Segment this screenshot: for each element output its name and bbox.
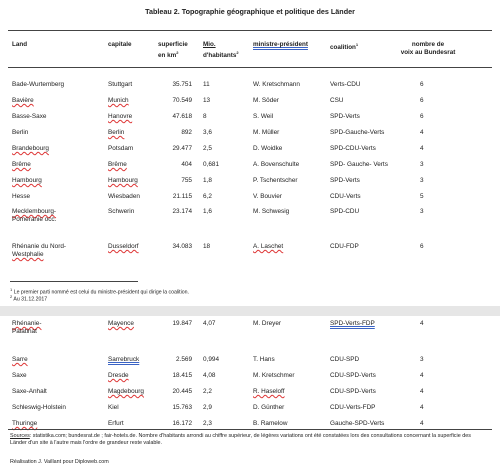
header-voix: nombre de voix au Bundesrat: [400, 41, 456, 56]
header-habitants: Mio. d'habitants$^2$: [203, 41, 239, 59]
cell-habitants: 2,5: [203, 145, 212, 152]
cell-ministre: D. Günther: [253, 404, 285, 411]
table-title: Tableau 2. Topographie géographique et politique des Länder: [145, 7, 355, 16]
cell-ministre: A. Bovenschulte: [253, 161, 300, 168]
cell-capitale: Potsdam: [108, 145, 134, 152]
cell-superficie: 2.569: [176, 356, 192, 363]
header-superficie: superficie en $km^2$: [158, 41, 188, 59]
cell-voix: 4: [420, 388, 424, 395]
cell-capitale: Hambourg: [108, 177, 138, 184]
cell-land: Saxe-Anhalt: [12, 388, 47, 395]
cell-ministre: A. Laschet: [253, 243, 284, 250]
cell-habitants: 2,2: [203, 388, 212, 395]
cell-voix: 3: [420, 177, 424, 184]
cell-habitants: 0,681: [203, 161, 219, 168]
cell-ministre: W. Kretschmann: [253, 81, 300, 88]
cell-capitale: Erfurt: [108, 420, 124, 427]
cell-superficie: 16.172: [172, 420, 192, 427]
cell-ministre: M. Schwesig: [253, 208, 290, 215]
cell-coalition: SPD-Verts: [330, 113, 360, 120]
cell-capitale: Kiel: [108, 404, 119, 411]
cell-coalition: CDU-Verts: [330, 193, 361, 200]
cell-voix: 5: [420, 193, 424, 200]
cell-coalition: CDU-Verts-FDP: [330, 404, 376, 411]
table-bottom-rule: [8, 429, 492, 430]
cell-superficie: 35.751: [172, 81, 192, 88]
cell-habitants: 18: [203, 243, 211, 250]
cell-habitants: 8: [203, 113, 207, 120]
cell-land: Rhénanie-: [12, 320, 42, 327]
cell-habitants: 13: [203, 97, 211, 104]
cell-capitale: Stuttgart: [108, 81, 133, 88]
cell-ministre: B. Ramelow: [253, 420, 288, 427]
cell-superficie: 70.549: [172, 97, 192, 104]
cell-ministre: P. Tschentscher: [253, 177, 298, 184]
cell-ministre: S. Weil: [253, 113, 274, 120]
cell-ministre: M. Söder: [253, 97, 279, 104]
cell-superficie: 34.083: [172, 243, 192, 250]
cell-land: Brandebourg: [12, 145, 49, 152]
cell-land: Bade-Wurtemberg: [12, 81, 65, 88]
cell-land: Basse-Saxe: [12, 113, 47, 120]
cell-habitants: 4,08: [203, 372, 216, 379]
cell-capitale: Dresde: [108, 372, 129, 379]
cell-capitale: Sarrebruck: [108, 356, 140, 363]
cell-ministre: V. Bouvier: [253, 193, 282, 200]
cell-superficie: 21.115: [172, 193, 192, 200]
cell-coalition: CSU: [330, 97, 344, 104]
cell-ministre: M. Müller: [253, 129, 280, 136]
header-coalition: coalition$^1$: [330, 42, 359, 52]
cell-ministre: M. Kretschmer: [253, 372, 295, 379]
cell-land: Saxe: [12, 372, 27, 379]
cell-voix: 4: [420, 320, 424, 327]
cell-ministre: T. Hans: [253, 356, 275, 363]
cell-land: Brême: [12, 161, 31, 168]
cell-coalition: SPD- Gauche- Verts: [330, 161, 388, 168]
cell-superficie: 23.174: [172, 208, 192, 215]
cell-coalition: CDU-SPD-Verts: [330, 372, 376, 379]
header-rule: [8, 67, 492, 68]
cell-land: Hambourg: [12, 177, 42, 184]
cell-land-line2: Palatinat: [12, 328, 37, 335]
cell-ministre: D. Woidke: [253, 145, 283, 152]
cell-capitale: Dusseldorf: [108, 243, 139, 250]
cell-land: Mecklembourg-: [12, 208, 57, 215]
cell-voix: 4: [420, 145, 424, 152]
cell-habitants: 3,6: [203, 129, 212, 136]
cell-coalition: SPD-CDU-Verts: [330, 145, 376, 152]
cell-voix: 6: [420, 243, 424, 250]
cell-coalition: Verts-CDU: [330, 81, 361, 88]
cell-voix: 6: [420, 97, 424, 104]
cell-coalition: Gauche-SPD-Verts: [330, 420, 385, 427]
cell-superficie: 755: [181, 177, 192, 184]
cell-voix: 4: [420, 372, 424, 379]
cell-habitants: 2,3: [203, 420, 212, 427]
cell-ministre: R. Haseloff: [253, 388, 285, 395]
cell-ministre: M. Dreyer: [253, 320, 282, 327]
cell-capitale: Magdebourg: [108, 388, 144, 395]
cell-land: Hesse: [12, 193, 31, 200]
cell-voix: 4: [420, 404, 424, 411]
cell-voix: 3: [420, 356, 424, 363]
sources-text: : statistika.com; bundesrat.de ; fair-hotels.de. Nombre d'habitants arrondi au chiffre supérieur, de légères variations ont été constatées lors des consultations concernant la superficie des Länder d'un site à l'autre mais l'ordre de grandeur reste valable.: [10, 433, 471, 446]
cell-superficie: 47.618: [172, 113, 192, 120]
sources-label: Sources: [10, 433, 30, 439]
cell-superficie: 29.477: [172, 145, 192, 152]
cell-superficie: 19.847: [172, 320, 192, 327]
header-land: Land: [12, 41, 28, 48]
cell-habitants: 4,07: [203, 320, 216, 327]
cell-voix: 6: [420, 81, 424, 88]
cell-land: Thuringe: [12, 420, 38, 427]
cell-superficie: 20.445: [172, 388, 192, 395]
cell-land-line2: Westphalie: [12, 251, 44, 258]
cell-land: Sarre: [12, 356, 28, 363]
cell-land: Rhénanie du Nord-: [12, 243, 66, 250]
cell-coalition: SPD-Verts: [330, 177, 360, 184]
cell-voix: 6: [420, 113, 424, 120]
footnote-1: $^1$ Le premier parti nommé est celui du ministre-président qui dirige la coalition.: [10, 287, 189, 296]
cell-superficie: 15.763: [172, 404, 192, 411]
header-ministre: ministre-président: [253, 41, 308, 48]
cell-land: Schleswig-Holstein: [12, 404, 66, 411]
cell-capitale: Brême: [108, 161, 127, 168]
sources-note: [10, 433, 488, 447]
cell-superficie: 892: [181, 129, 192, 136]
cell-coalition: SPD-Gauche-Verts: [330, 129, 385, 136]
cell-coalition: CDU-SPD-Verts: [330, 388, 376, 395]
cell-capitale: Schwerin: [108, 208, 135, 215]
cell-voix: 4: [420, 129, 424, 136]
credit-line: Réalisation J. Vaillant pour Diploweb.com: [10, 459, 109, 465]
cell-habitants: 6,2: [203, 193, 212, 200]
cell-land-line2: Poméranie occ.: [12, 216, 57, 223]
cell-coalition: SPD-Verts-FDP: [330, 320, 375, 327]
page-break: [0, 306, 500, 316]
cell-habitants: 11: [203, 81, 210, 88]
cell-capitale: Berlin: [108, 129, 125, 136]
cell-superficie: 404: [181, 161, 192, 168]
cell-voix: 3: [420, 161, 424, 168]
cell-voix: 4: [420, 420, 424, 427]
cell-capitale: Munich: [108, 97, 129, 104]
cell-habitants: 1,8: [203, 177, 212, 184]
cell-habitants: 0,994: [203, 356, 219, 363]
cell-land: Bavière: [12, 97, 34, 104]
cell-capitale: Mayence: [108, 320, 134, 327]
cell-coalition: SPD-CDU: [330, 208, 360, 215]
cell-voix: 3: [420, 208, 424, 215]
cell-habitants: 2,9: [203, 404, 212, 411]
cell-land: Berlin: [12, 129, 29, 136]
footnote-rule: [10, 281, 138, 282]
table-top-rule: [8, 30, 492, 31]
cell-coalition: CDU-SPD: [330, 356, 360, 363]
cell-capitale: Hanovre: [108, 113, 133, 120]
cell-habitants: 1,6: [203, 208, 212, 215]
cell-capitale: Wiesbaden: [108, 193, 140, 200]
cell-superficie: 18.415: [172, 372, 192, 379]
header-capitale: capitale: [108, 41, 132, 48]
cell-coalition: CDU-FDP: [330, 243, 359, 250]
footnote-2: $^2$ Au 31.12.2017: [10, 294, 48, 303]
